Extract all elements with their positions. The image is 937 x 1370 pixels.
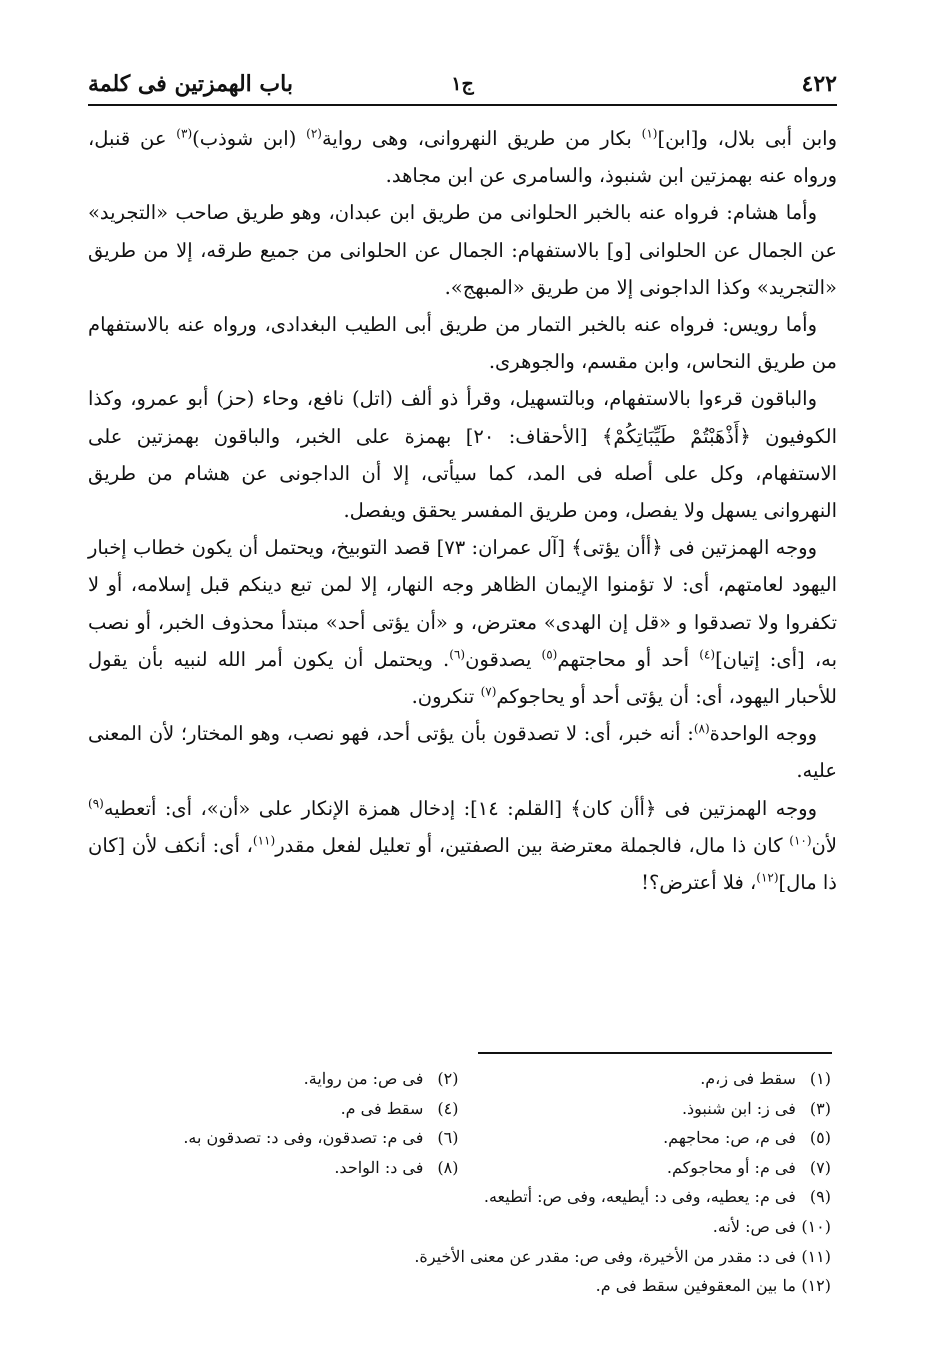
footnote-number: (١) <box>809 1069 831 1088</box>
paragraph <box>88 715 837 789</box>
footnote-text: سقط فى م. <box>340 1098 429 1118</box>
text-run: يصدقون <box>465 647 542 671</box>
paragraph <box>88 120 837 194</box>
text-run: وابن أبى بلال، و[ابن] <box>657 127 837 150</box>
running-header <box>88 66 837 102</box>
page-number: ٤٢٢ <box>801 71 837 97</box>
footnote-item <box>483 1123 832 1153</box>
footnote-number: (٩) <box>809 1187 831 1207</box>
text-run: ووجه الهمزتين فى ﴿أأن يؤتى﴾ [آل عمران: ٧٣] قصد التوبيخ، ويحتمل أن يكون خطاب إخبار اليهود لعامتهم، أى: لا تؤمنوا الإيمان الظاهر وجه النهار، إلا لمن تبع دينكم قبل إسلامه، أو لا تكفروا ولا تصدقوا و «قل إن الهدى» معترض، و «أن يؤتى أحد» مبتدأ محذوف الخبر، أو نصب به، [أى: إتيان] <box>88 536 837 671</box>
footnote-ref: (١٢) <box>756 870 779 885</box>
text-run: (ابن شوذب) <box>192 127 307 150</box>
footnote-ref: (٦) <box>449 647 466 662</box>
paragraph <box>88 306 837 380</box>
text-run: بكار من طريق النهروانى، وهى رواية <box>321 127 642 150</box>
footnote-number: (١٢) <box>801 1276 831 1296</box>
footnote-item <box>483 1064 832 1094</box>
footnote-text: فى د: مقدر من الأخيرة، وفى ص: مقدر عن معنى الأخيرة. <box>414 1246 801 1266</box>
volume-label: ج١ <box>451 73 474 95</box>
footnote-ref: (١٠) <box>789 833 812 848</box>
footnotes <box>110 1064 831 1301</box>
footnote-ref: (٥) <box>541 647 558 662</box>
paragraph <box>88 380 837 529</box>
text-run: تنكرون. <box>411 685 481 709</box>
footnote-item <box>110 1094 459 1124</box>
paragraph <box>88 790 837 902</box>
header-rule <box>88 104 837 106</box>
chapter-title: باب الهمزتين فى كلمة <box>88 71 293 97</box>
main-text <box>88 120 837 901</box>
text-run: عن قنبل، ورواه عنه بهمزتين ابن شنبوذ، والسامرى عن ابن مجاهد. <box>88 127 837 188</box>
text-run: وأما هشام: فرواه عنه بالخبر الحلوانى من طريق ابن عبدان، وهو طريق صاحب «التجريد» عن الجمال عن الحلوانى [و] بالاستفهام: الجمال عن الحلوانى من جميع طرقه، إلا من طريق «التجريد» وكذا الداجونى إلا من طريق «المبهج». <box>88 201 837 299</box>
footnote-ref: (٢) <box>306 126 322 141</box>
footnote-item <box>110 1242 831 1272</box>
footnote-number: (٥) <box>809 1128 831 1148</box>
footnote-text: فى م، ص: محاجهم. <box>663 1128 801 1148</box>
text-run: ووجه الواحدة <box>709 722 817 746</box>
footnote-item <box>110 1153 459 1183</box>
footnote-number: (٨) <box>437 1157 459 1177</box>
text-run: كان ذا مال، فالجملة معترضة بين الصفتين، أو تعليل لفعل مقدر <box>275 833 790 857</box>
footnote-number: (٣) <box>809 1098 831 1118</box>
footnote-ref: (٩) <box>88 796 104 811</box>
footnote-number: (٧) <box>809 1157 831 1177</box>
footnote-text: فى م: أو محاجوكم. <box>666 1157 801 1177</box>
text-run: : أنه خبر، أى: لا تصدقون بأن يؤتى أحد، فهو نصب، وهو المختار؛ لأن المعنى عليه. <box>88 722 837 783</box>
footnote-text: فى د: الواحد. <box>334 1157 429 1177</box>
footnote-item <box>110 1064 459 1094</box>
footnote-item <box>483 1094 832 1124</box>
footnote-text: فى ز: ابن شنبوذ. <box>681 1098 801 1118</box>
footnote-item <box>110 1212 831 1242</box>
paragraph <box>88 194 837 306</box>
footnote-ref: (١) <box>641 126 658 141</box>
footnote-number: (٤) <box>437 1098 459 1118</box>
text-run: والباقون قرءوا بالاستفهام، وبالتسهيل، وقرأ ذو ألف (اتل) نافع، وحاء (حز) أبو عمرو، وكذا الكوفيون ﴿أَذْهَبْتُمْ طَيِّبَاتِكُمْ﴾ [الأحقاف: ٢٠] بهمزة على الخبر، والباقون بهمزتين على الاستفهام، وكل على أصله فى المد، كما سيأتى، إلا أن الداجونى عن هشام من طريق النهروانى يسهل ولا يفصل، ومن طريق المفسر يحقق ويفصل. <box>88 387 837 523</box>
footnote-ref: (١١) <box>252 833 276 848</box>
footnote-item <box>110 1182 831 1212</box>
footnote-item <box>110 1271 831 1301</box>
text-run: ووجه الهمزتين فى ﴿أأن كان﴾ [القلم: ١٤]: إدخال همزة الإنكار على «أن»، أى: أتعطيه <box>103 796 817 820</box>
footnote-text: فى ص: لأنه. <box>712 1216 801 1236</box>
footnote-text: فى م: يعطيه، وفى د: أيطيعه، وفى ص: أتطيعه. <box>483 1187 801 1207</box>
footnote-number: (٢) <box>437 1069 459 1088</box>
text-run: ، أى: أنكف لأن [كان ذا مال] <box>88 833 837 895</box>
footnote-ref: (٣) <box>176 126 193 141</box>
footnote-ref: (٨) <box>693 721 710 736</box>
footnote-number: (١٠) <box>801 1216 831 1236</box>
footnote-item <box>110 1123 459 1153</box>
paragraph <box>88 529 837 715</box>
text-run: . ويحتمل أن يكون أمر الله لنبيه بأن يقول للأحبار اليهود، أى: أن يؤتى أحد أو يحاجوكم <box>88 647 837 709</box>
footnote-item <box>483 1153 832 1183</box>
footnote-text: فى ص: من رواية. <box>303 1069 429 1088</box>
text-run: وأما رويس: فرواه عنه بالخبر التمار من طريق أبى الطيب البغدادى، ورواه عنه بالاستفهام من طريق النحاس، وابن مقسم، والجوهرى. <box>88 313 837 374</box>
footnote-text: ما بين المعقوفين سقط فى م. <box>595 1276 801 1296</box>
footnote-number: (١١) <box>801 1246 831 1266</box>
footnote-ref: (٤) <box>699 647 716 662</box>
footnote-text: فى م: تصدقون، وفى د: تصدقون به. <box>183 1128 429 1148</box>
text-run: لأن <box>811 833 837 857</box>
text-run: أحد أو محاجتهم <box>557 647 700 671</box>
text-run: ، فلا أعترض؟! <box>641 871 757 895</box>
footnote-separator <box>478 1052 832 1054</box>
footnote-text: سقط فى ز،م. <box>700 1069 801 1088</box>
footnote-ref: (٧) <box>480 684 497 699</box>
footnote-number: (٦) <box>437 1128 459 1148</box>
